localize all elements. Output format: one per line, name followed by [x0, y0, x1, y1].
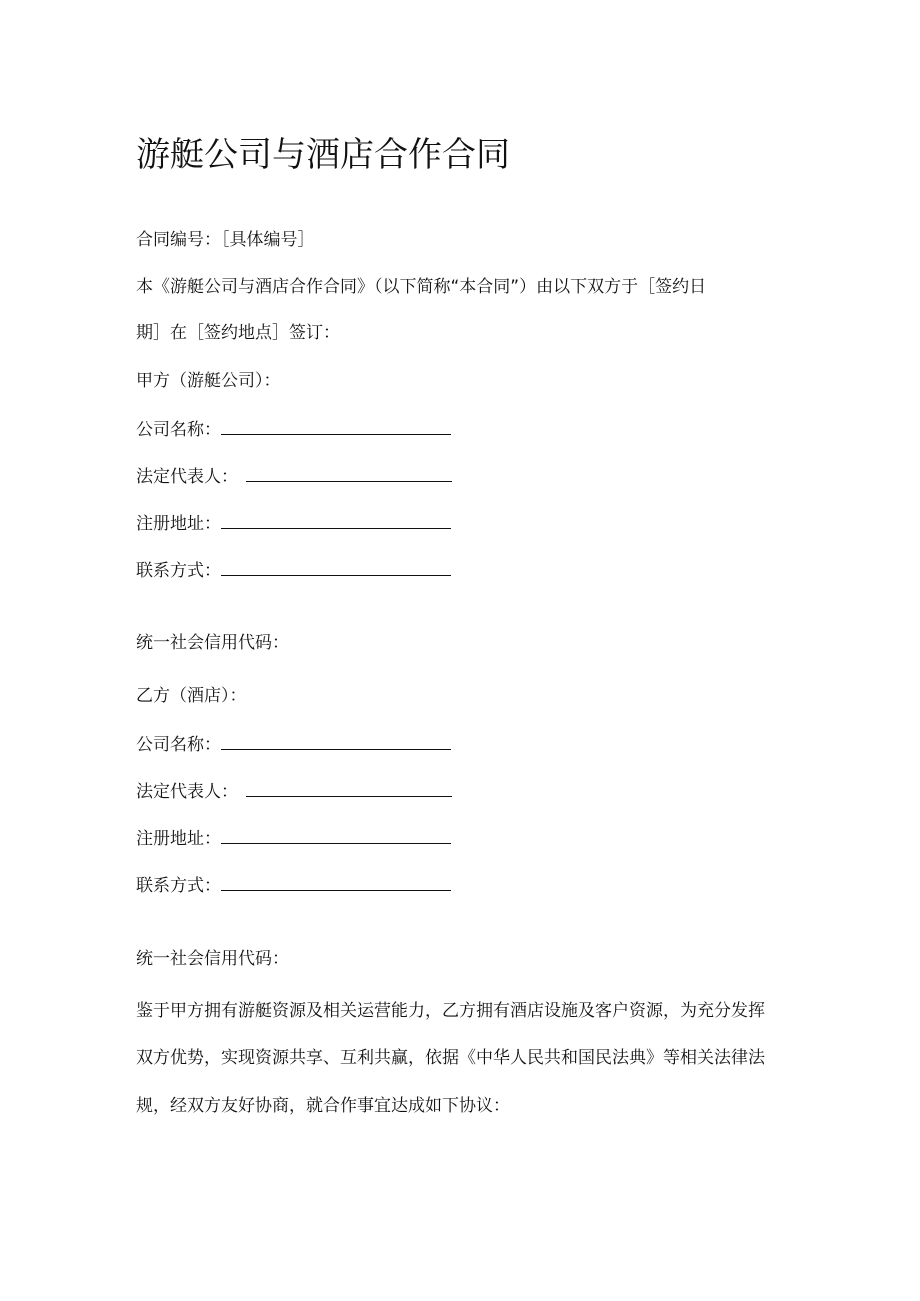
party-a-contact-label: 联系方式：	[136, 561, 221, 581]
party-b-address-row	[136, 825, 451, 851]
party-b-company-name-blank[interactable]	[221, 731, 451, 750]
party-b-contact-row	[136, 872, 451, 898]
party-a-company-name-blank[interactable]	[221, 416, 451, 435]
recital-line-1: 鉴于甲方拥有游艇资源及相关运营能力，乙方拥有酒店设施及客户资源，为充分发挥	[136, 1001, 765, 1021]
party-b-company-name-row	[136, 731, 451, 757]
party-a-address-label: 注册地址：	[136, 514, 221, 534]
intro-text-line-1: 本《游艇公司与酒店合作合同》（以下简称“本合同”）由以下双方于［签约日	[136, 277, 707, 297]
party-b-legal-rep-blank[interactable]	[246, 778, 452, 797]
party-b-address-blank[interactable]	[221, 825, 451, 844]
party-a-legal-rep-row	[136, 463, 452, 489]
party-b-credit-code-label: 统一社会信用代码：	[136, 949, 289, 969]
party-a-company-name-row	[136, 416, 451, 442]
party-a-credit-code-label: 统一社会信用代码：	[136, 633, 289, 653]
recital-line-3: 规，经双方友好协商，就合作事宜达成如下协议：	[136, 1096, 510, 1116]
party-a-legal-rep-blank[interactable]	[246, 463, 452, 482]
party-a-contact-blank[interactable]	[221, 557, 451, 576]
party-b-heading: 乙方（酒店）：	[136, 686, 247, 706]
party-b-contact-blank[interactable]	[221, 872, 451, 891]
party-a-company-name-label: 公司名称：	[136, 420, 221, 440]
intro-text-line-2: 期］在［签约地点］签订：	[136, 323, 340, 343]
party-a-contact-row	[136, 557, 451, 583]
party-b-legal-rep-row	[136, 778, 452, 804]
document-title: 游艇公司与酒店合作合同	[136, 135, 510, 175]
party-a-legal-rep-label: 法定代表人：	[136, 467, 238, 487]
party-b-company-name-label: 公司名称：	[136, 735, 221, 755]
party-b-contact-label: 联系方式：	[136, 876, 221, 896]
recital-line-2: 双方优势，实现资源共享、互利共赢，依据《中华人民共和国民法典》等相关法律法	[136, 1048, 765, 1068]
party-a-address-row	[136, 510, 451, 536]
party-b-address-label: 注册地址：	[136, 829, 221, 849]
contract-number: 合同编号：［具体编号］	[136, 230, 315, 250]
party-b-legal-rep-label: 法定代表人：	[136, 782, 238, 802]
party-a-heading: 甲方（游艇公司）：	[136, 371, 281, 391]
party-a-address-blank[interactable]	[221, 510, 451, 529]
